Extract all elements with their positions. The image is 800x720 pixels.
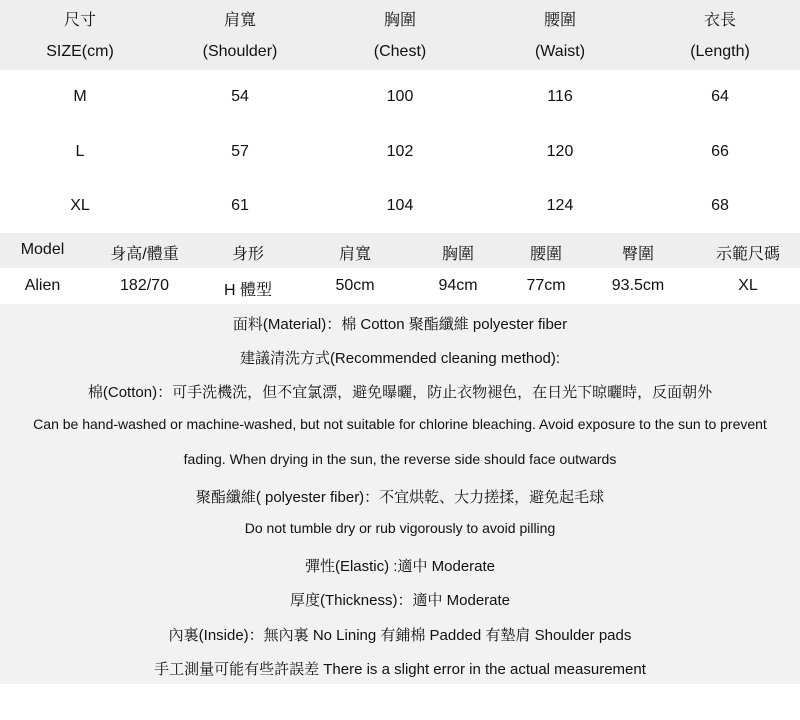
thickness-line: 厚度(Thickness)：適中 Moderate bbox=[289, 592, 511, 609]
size-label: XL bbox=[70, 197, 90, 214]
header-size-zh: 尺寸 bbox=[63, 11, 96, 29]
polyester-care-zh: 聚酯纖維( polyester fiber)：不宜烘乾、大力搓揉，避免起毛球 bbox=[195, 489, 605, 506]
header-length-zh: 衣長 bbox=[703, 11, 736, 29]
header-chest-zh: 胸圍 bbox=[383, 11, 416, 29]
waist-value: 124 bbox=[546, 197, 574, 214]
size-row-l bbox=[0, 140, 800, 164]
model-header-height-weight: 身高/體重 bbox=[110, 246, 179, 263]
cleaning-method-heading: 建議清洗方式(Recommended cleaning method): bbox=[239, 350, 561, 367]
model-height-weight: 182/70 bbox=[120, 277, 169, 294]
model-header-shoulder: 肩寬 bbox=[338, 246, 371, 263]
size-row-m bbox=[0, 85, 800, 109]
size-row-xl bbox=[0, 194, 800, 218]
model-header-hip: 臀圍 bbox=[621, 246, 654, 263]
size-label: M bbox=[73, 88, 87, 105]
model-demo-size: XL bbox=[738, 277, 758, 294]
shoulder-value: 61 bbox=[231, 197, 249, 214]
header-shoulder-zh: 肩寬 bbox=[223, 11, 256, 29]
model-header-body-type: 身形 bbox=[231, 246, 264, 263]
header-chest-en: (Chest) bbox=[373, 43, 427, 60]
inside-line: 內裏(Inside)：無內裏 No Lining 有鋪棉 Padded 有墊肩 Shoulder pads bbox=[168, 627, 632, 644]
shoulder-value: 57 bbox=[231, 143, 249, 160]
header-length-en: (Length) bbox=[690, 43, 750, 60]
model-waist: 77cm bbox=[526, 277, 566, 294]
size-label: L bbox=[75, 143, 85, 160]
elastic-line: 彈性(Elastic) :適中 Moderate bbox=[304, 558, 496, 575]
header-waist-zh: 腰圍 bbox=[543, 11, 576, 29]
chest-value: 100 bbox=[386, 88, 414, 105]
waist-value: 116 bbox=[547, 88, 573, 105]
measurement-error-note: 手工測量可能有些許誤差 There is a slight error in the actual measurement bbox=[154, 661, 646, 678]
header-waist-en: (Waist) bbox=[534, 43, 586, 60]
model-hip: 93.5cm bbox=[611, 277, 665, 294]
chest-value: 104 bbox=[386, 197, 414, 214]
polyester-care-en: Do not tumble dry or rub vigorously to avoid pilling bbox=[244, 520, 556, 536]
chest-value: 102 bbox=[386, 143, 414, 160]
model-name: Alien bbox=[24, 277, 61, 294]
model-chest: 94cm bbox=[438, 277, 478, 294]
length-value: 68 bbox=[711, 197, 729, 214]
model-body-type: H 體型 bbox=[223, 282, 272, 299]
header-shoulder-en: (Shoulder) bbox=[202, 43, 278, 60]
material-line: 面料(Material)：棉 Cotton 聚酯纖維 polyester fiber bbox=[232, 316, 568, 333]
size-table-header-en bbox=[0, 40, 800, 64]
shoulder-value: 54 bbox=[231, 88, 249, 105]
length-value: 64 bbox=[711, 88, 729, 105]
length-value: 66 bbox=[711, 143, 729, 160]
model-shoulder: 50cm bbox=[335, 277, 375, 294]
model-header-waist: 腰圍 bbox=[529, 246, 562, 263]
cotton-care-zh: 棉(Cotton)：可手洗機洗，但不宜氯漂，避免曝曬，防止衣物褪色，在日光下晾曬時，反面朝外 bbox=[87, 384, 713, 401]
model-header-chest: 胸圍 bbox=[441, 246, 474, 263]
model-header-demo-size: 示範尺碼 bbox=[715, 246, 780, 263]
model-header-model: Model bbox=[20, 241, 65, 258]
header-size-en: SIZE(cm) bbox=[46, 43, 114, 60]
waist-value: 120 bbox=[546, 143, 574, 160]
cotton-care-en-2: fading. When drying in the sun, the reverse side should face outwards bbox=[183, 451, 617, 467]
size-table-header-zh bbox=[0, 6, 800, 30]
cotton-care-en-1: Can be hand-washed or machine-washed, but not suitable for chlorine bleaching. Avoid exposure to the sun to prevent bbox=[33, 416, 767, 432]
